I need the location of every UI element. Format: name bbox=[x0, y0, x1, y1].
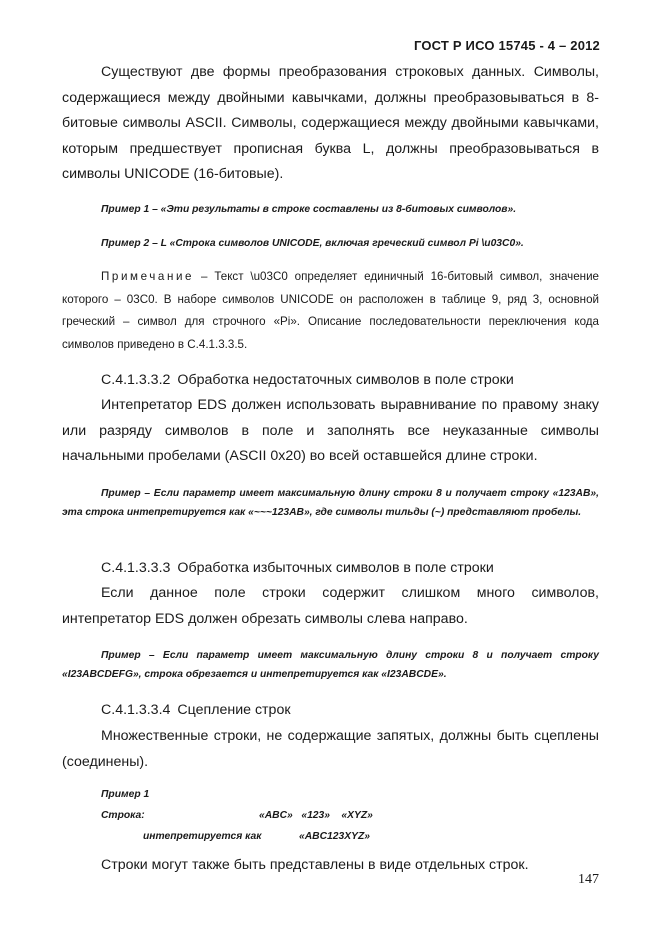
paragraph-justify-right: Интепретатор EDS должен использовать выравнивание по правому знаку или разряду символов в поле и заполнять все неуказанные символы начальными пробелами (ASCII 0x20) во всей оставшейся длине строки. bbox=[62, 397, 599, 464]
section-title: Обработка недостаточных символов в поле строки bbox=[177, 372, 514, 388]
paragraph-truncation: Если данное поле строки содержит слишком много символов, интепретатор EDS должен обрезать символы слева направо. bbox=[62, 585, 599, 627]
example-string-values: «ABC» «123» «XYZ» bbox=[259, 810, 373, 821]
section-title: Сцепление строк bbox=[177, 702, 291, 718]
example-truncation: Пример – Если параметр имеет максимальную длину строки 8 и получает строку «I23ABCDEFG», строка обрезается и интепретируется как «I23ABCDE». bbox=[62, 650, 599, 680]
example-padding: Пример – Если параметр имеет максимальную длину строки 8 и получает строку «123AB», эта строка интепретируется как «~~~123AB», где символы тильды (~) представляют пробелы. bbox=[62, 488, 599, 518]
note-label: Примечание bbox=[101, 270, 195, 283]
section-heading-c41333 bbox=[101, 556, 494, 581]
section-title: Обработка избыточных символов в поле строки bbox=[177, 560, 494, 576]
page-number: 147 bbox=[578, 872, 599, 887]
example-1: Пример 1 – «Эти результаты в строке составлены из 8-битовых символов». bbox=[101, 204, 517, 215]
paragraph-concatenation: Множественные строки, не содержащие запятых, должны быть сцеплены (соединены). bbox=[62, 728, 599, 770]
section-number: С.4.1.3.3.4 bbox=[101, 702, 171, 718]
note-paragraph bbox=[62, 266, 599, 356]
note-text: – Текст \u03C0 определяет единичный 16-битовый символ, значение которого – 03C0. В наборе символов UNICODE он расположен в таблице 9, ряд 3, основной греческий – символ для строчного «Pi». Описание последовательности переключения кода символов приведено в С.4.1.3.3.5. bbox=[62, 270, 599, 351]
section-number: С.4.1.3.3.2 bbox=[101, 372, 171, 388]
paragraph-separate-strings: Строки могут также быть представлены в виде отдельных строк. bbox=[101, 857, 529, 873]
section-heading-c41332 bbox=[101, 368, 514, 393]
paragraph-string-forms: Существуют две формы преобразования строковых данных. Символы, содержащиеся между двойными кавычками, должны преобразовываться в 8-битовые символы ASCII. Символы, содержащиеся между двойными кавычками, которым предшествует прописная буква L, должны преобразовываться в символы UNICODE (16-битовые). bbox=[62, 64, 599, 182]
example-interp-label: интепретируется как bbox=[143, 831, 262, 842]
example-interp-value: «ABC123XYZ» bbox=[299, 831, 370, 842]
section-number: С.4.1.3.3.3 bbox=[101, 560, 171, 576]
example-string-label: Строка: bbox=[101, 810, 145, 821]
section-heading-c41334 bbox=[101, 698, 291, 723]
example-title: Пример 1 bbox=[101, 789, 150, 800]
document-header: ГОСТ Р ИСО 15745 - 4 – 2012 bbox=[413, 38, 600, 53]
example-2: Пример 2 – L «Строка символов UNICODE, включая греческий символ Pi \u03C0». bbox=[101, 238, 524, 249]
